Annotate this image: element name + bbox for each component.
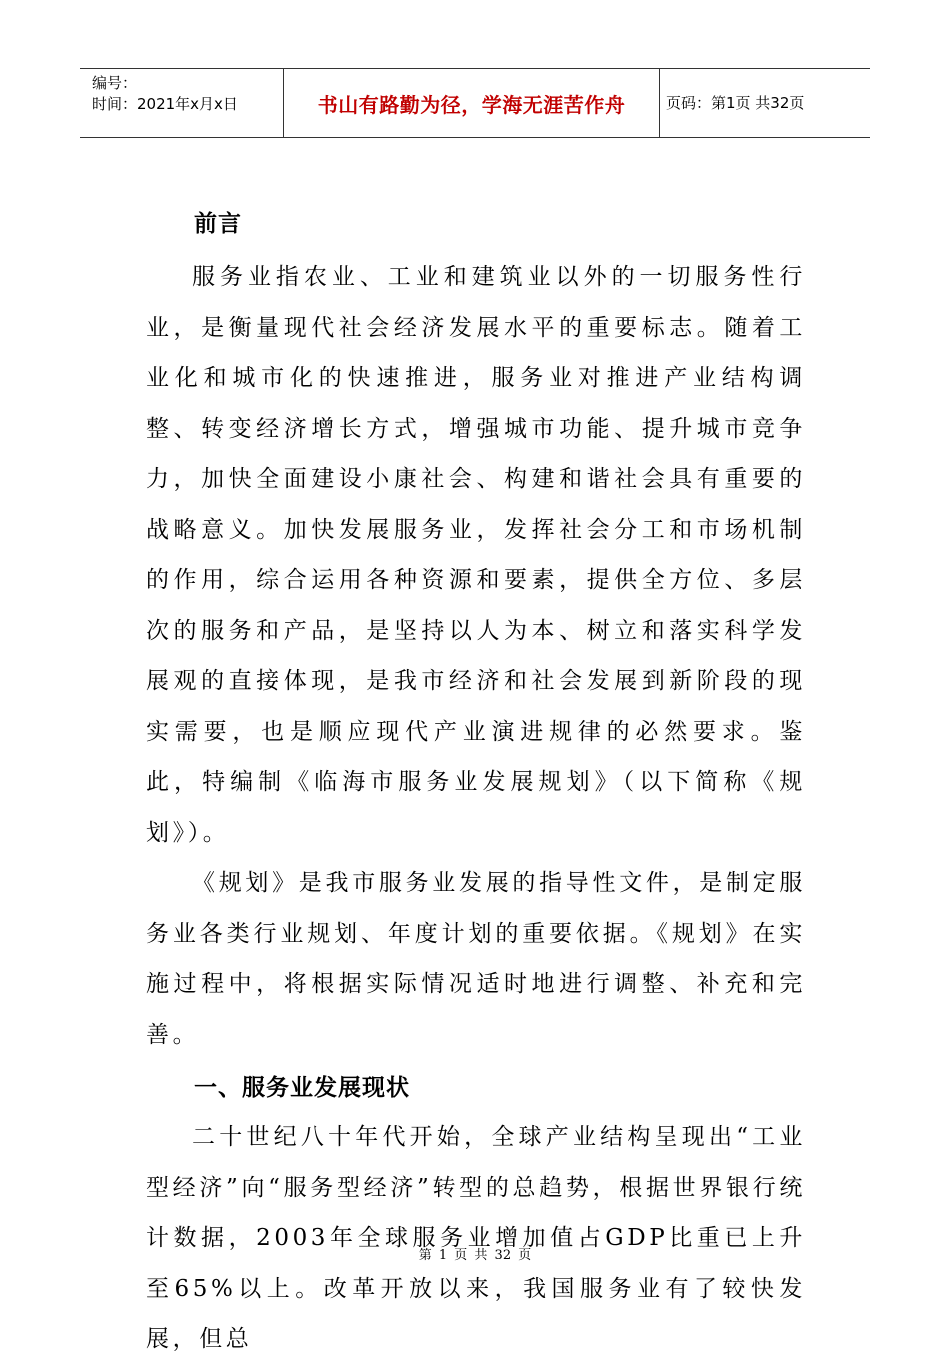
document-body	[146, 200, 806, 1365]
document-date-label: 时间：2021年x月x日	[92, 95, 238, 113]
document-number-label: 编号：	[92, 74, 138, 92]
section-title-status: 一、服务业发展现状	[194, 1075, 410, 1101]
section-title-preface: 前言	[194, 211, 242, 237]
header-motto-cell	[283, 69, 660, 137]
page-header	[80, 68, 870, 138]
paragraph-status-1: 二十世纪八十年代开始，全球产业结构呈现出“工业型经济”向“服务型经济”转型的总趋势，根据世界银行统计数据，2003年全球服务业增加值占GDP比重已上升至65%以上。改革开放以来，我国服务业有了较快发展，但总	[146, 1124, 806, 1352]
header-motto: 书山有路勤为径，学海无涯苦作舟	[317, 92, 626, 117]
header-meta-cell	[80, 69, 283, 137]
page-footer: 第 1 页 共 32 页	[418, 1248, 532, 1263]
header-page-cell	[660, 69, 870, 137]
header-page-info: 页码：第1页 共32页	[666, 93, 805, 112]
paragraph-preface-1: 服务业指农业、工业和建筑业以外的一切服务性行业，是衡量现代社会经济发展水平的重要标志。随着工业化和城市化的快速推进，服务业对推进产业结构调整、转变经济增长方式，增强城市功能、提升城市竞争力，加快全面建设小康社会、构建和谐社会具有重要的战略意义。加快发展服务业，发挥社会分工和市场机制的作用，综合运用各种资源和要素，提供全方位、多层次的服务和产品，是坚持以人为本、树立和落实科学发展观的直接体现，是我市经济和社会发展到新阶段的现实需要，也是顺应现代产业演进规律的必然要求。鉴此，特编制《临海市服务业发展规划》（以下简称《规划》）。	[146, 264, 806, 846]
paragraph-preface-2: 《规划》是我市服务业发展的指导性文件，是制定服务业各类行业规划、年度计划的重要依据。《规划》在实施过程中，将根据实际情况适时地进行调整、补充和完善。	[146, 870, 806, 1048]
